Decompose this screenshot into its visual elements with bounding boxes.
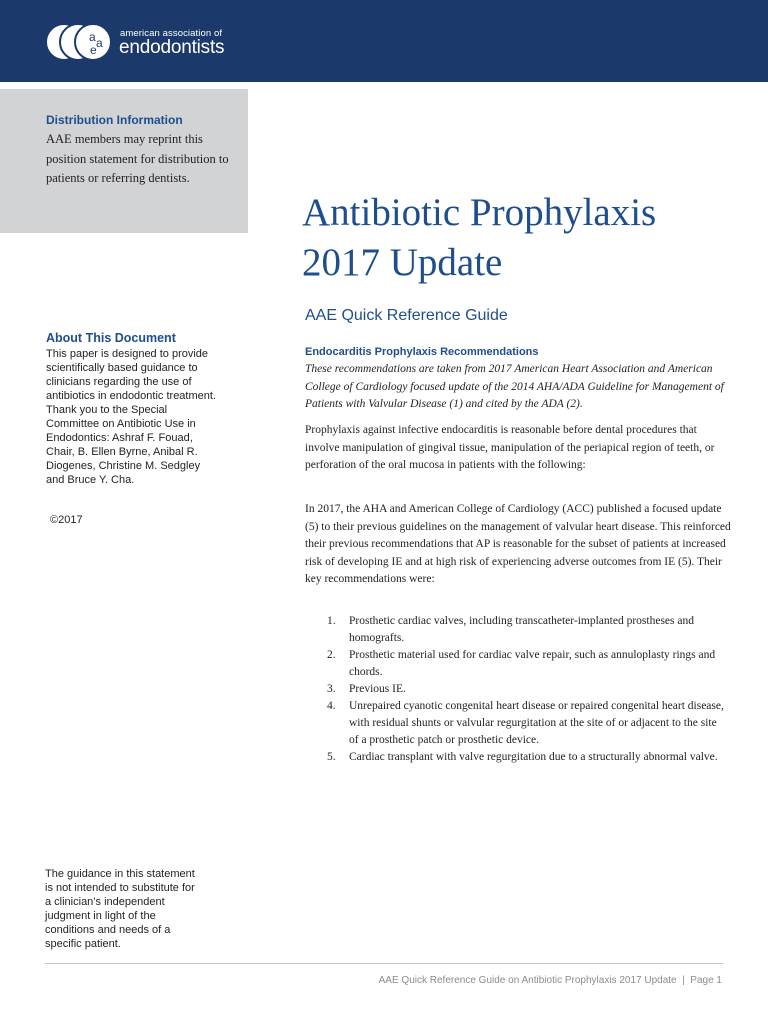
page-title-line-2: 2017 Update bbox=[302, 241, 503, 284]
footer-divider bbox=[45, 963, 723, 964]
recommendation-list bbox=[305, 613, 725, 766]
about-title: About This Document bbox=[46, 331, 176, 345]
logo-letter-2: a bbox=[96, 36, 103, 50]
distribution-title: Distribution Information bbox=[46, 113, 183, 127]
paragraph-2: In 2017, the AHA and American College of Cardiology (ACC) published a focused update (5) to their previous guidelines on the management of valvular heart disease. This reinforced their previous recommendations that AP is reasonable for the subset of patients at increased risk of developing IE and at high risk of experiencing adverse outcomes from IE (5). Their key recommendations were: bbox=[305, 503, 731, 585]
page-subtitle: AAE Quick Reference Guide bbox=[305, 307, 508, 324]
list-item bbox=[305, 698, 725, 749]
section-title: Endocarditis Prophylaxis Recommendations bbox=[305, 346, 539, 358]
disclaimer: The guidance in this statement is not intended to substitute for a clinician’s independent judgment in light of the conditions and needs of a specific patient. bbox=[45, 868, 195, 950]
copyright: ©2017 bbox=[50, 514, 83, 526]
page-title-line-1: Antibiotic Prophylaxis bbox=[302, 191, 657, 234]
list-item bbox=[305, 749, 725, 766]
list-item bbox=[305, 613, 725, 647]
list-text: Previous IE. bbox=[349, 683, 406, 695]
list-text: Cardiac transplant with valve regurgitation due to a structurally abnormal valve. bbox=[349, 751, 718, 763]
section-intro: These recommendations are taken from 2017 American Heart Association and American College of Cardiology focused update of the 2014 AHA/ADA Guideline for Management of Patients with Valvular Disease (1) and cited by the ADA (2). bbox=[305, 363, 724, 410]
logo-letter-1: a bbox=[89, 30, 96, 44]
distribution-text: AAE members may reprint this position statement for distribution to patients or referring dentists. bbox=[46, 132, 229, 185]
logo-letter-3: e bbox=[90, 43, 97, 57]
page-footer: AAE Quick Reference Guide on Antibiotic Prophylaxis 2017 Update | Page 1 bbox=[378, 975, 722, 986]
list-number: 2. bbox=[327, 649, 336, 661]
list-number: 1. bbox=[327, 615, 336, 627]
list-number: 4. bbox=[327, 700, 336, 712]
list-text: Prosthetic material used for cardiac valve repair, such as annuloplasty rings and chords. bbox=[349, 649, 716, 678]
page-header bbox=[0, 0, 768, 82]
list-text: Unrepaired cyanotic congenital heart disease or repaired congenital heart disease, with residual shunts or valvular regurgitation at the site of or adjacent to the site of a prosthetic patch or prosthetic device. bbox=[349, 700, 724, 746]
page-title bbox=[302, 188, 752, 288]
brand-line-1: american association of bbox=[120, 28, 223, 39]
list-text: Prosthetic cardiac valves, including transcatheter-implanted prostheses and homografts. bbox=[349, 615, 694, 644]
paragraph-1: Prophylaxis against infective endocarditis is reasonable before dental procedures that involve manipulation of gingival tissue, manipulation of the periapical region of teeth, or perforation of the oral mucosa in patients with the following: bbox=[305, 424, 715, 471]
list-number: 3. bbox=[327, 683, 336, 695]
about-text: This paper is designed to provide scientifically based guidance to clinicians regarding the use of antibiotics in endodontic treatment. Thank you to the Special Committee on Antibiotic Use in Endodontics: Ashraf F. Fouad, Chair, B. Ellen Byrne, Anibal R. Diogenes, Christine M. Sedgley and Bruce Y. Cha. bbox=[46, 348, 216, 486]
list-item bbox=[305, 647, 725, 681]
aae-logo-icon bbox=[44, 22, 114, 62]
list-number: 5. bbox=[327, 751, 336, 763]
list-item bbox=[305, 681, 725, 698]
brand-line-2: endodontists bbox=[119, 37, 225, 58]
